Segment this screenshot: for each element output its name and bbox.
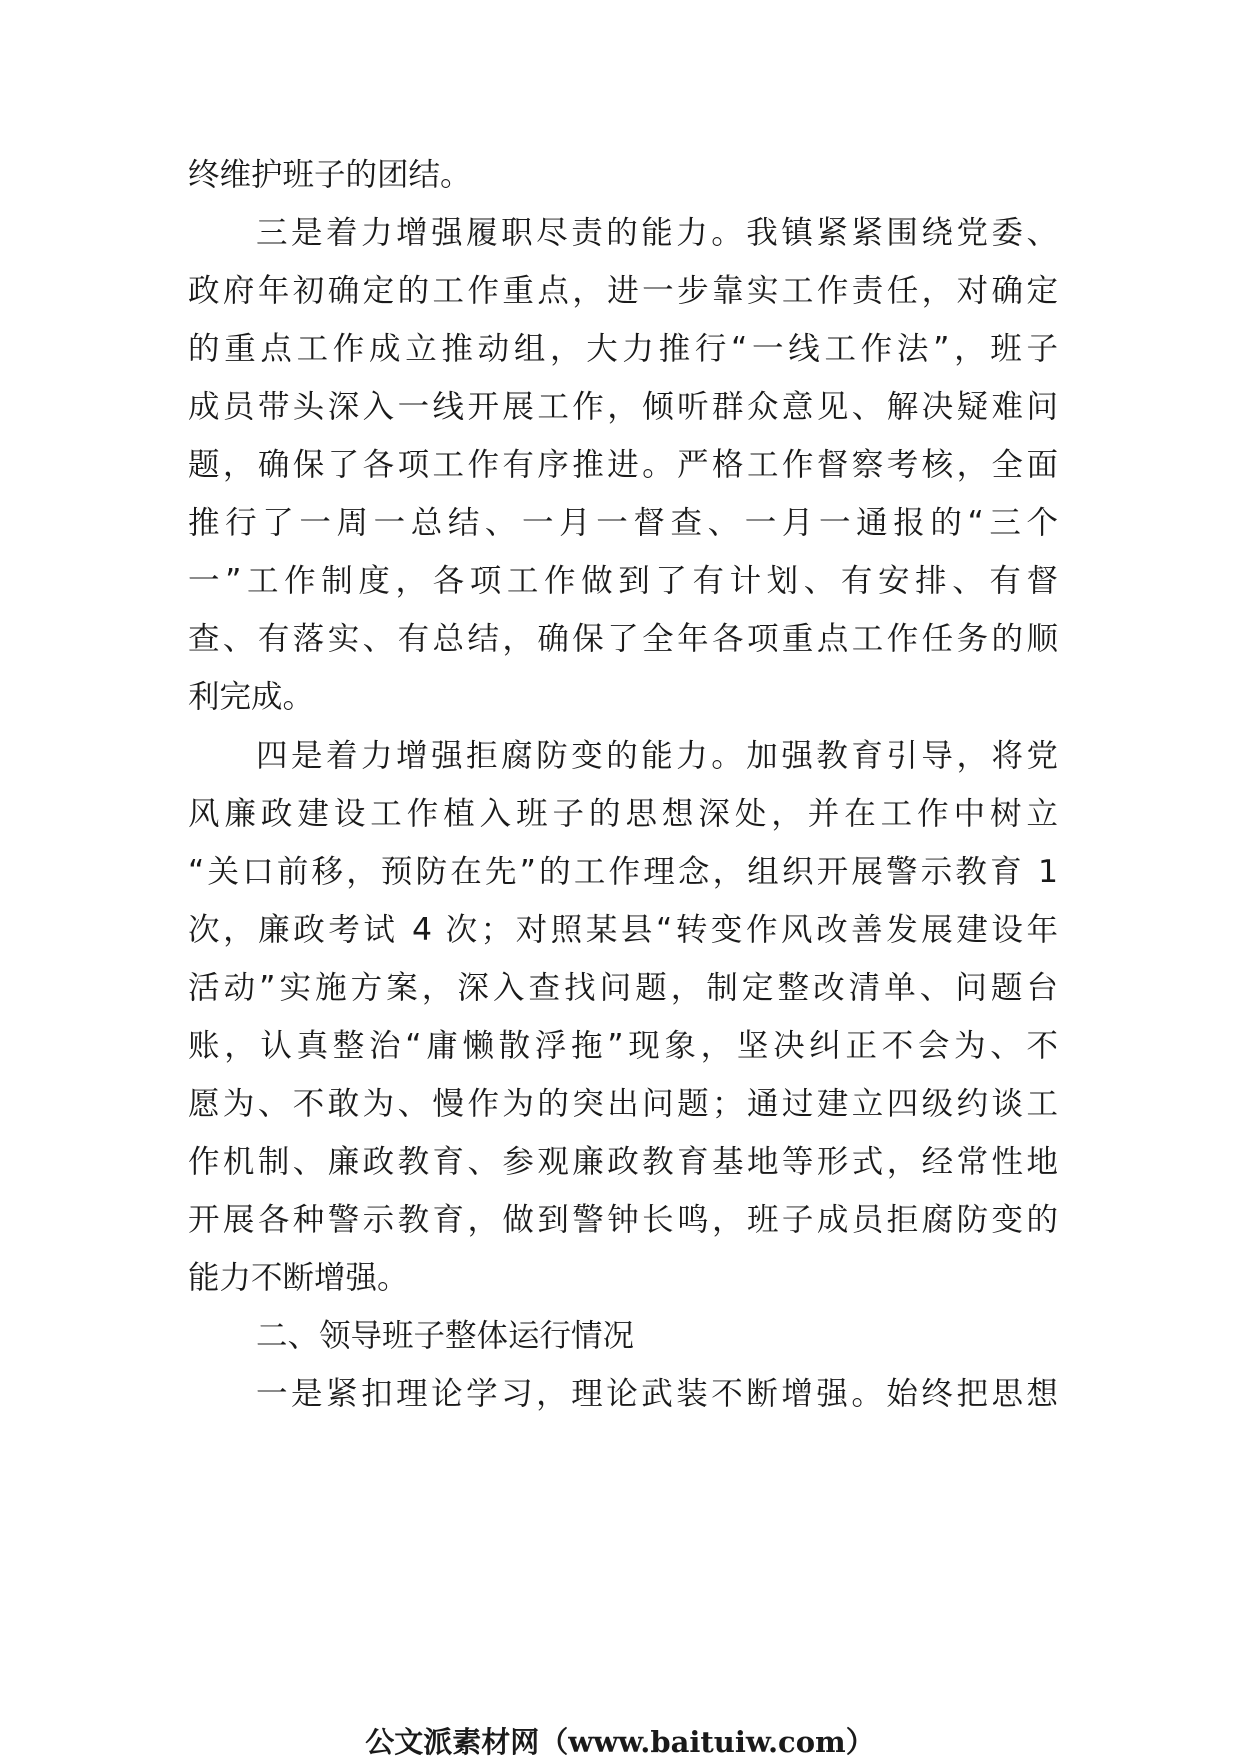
- paragraph-start-line: 三是着力增强履职尽责的能力。我镇紧紧围绕党委、: [256, 215, 1058, 251]
- text-line: 账，认真整治“庸懒散浮拖”现象，坚决纠正不会为、不: [188, 1028, 1058, 1064]
- footer-text: 公文派素材网（www.baituiw.com）: [365, 1725, 875, 1759]
- text-line: 推行了一周一总结、一月一督查、一月一通报的“三个: [188, 505, 1058, 541]
- text-line: 开展各种警示教育，做到警钟长鸣，班子成员拒腐防变的: [188, 1202, 1058, 1238]
- text-line: 题，确保了各项工作有序推进。严格工作督察考核，全面: [188, 447, 1058, 483]
- paragraph-start-line: 一是紧扣理论学习，理论武装不断增强。始终把思想: [256, 1376, 1058, 1412]
- text-line: 政府年初确定的工作重点，进一步靠实工作责任，对确定: [188, 273, 1058, 309]
- text-line: 利完成。: [188, 679, 315, 715]
- text-line: 风廉政建设工作植入班子的思想深处，并在工作中树立: [188, 796, 1058, 832]
- text-line: 的重点工作成立推动组，大力推行“一线工作法”，班子: [188, 331, 1058, 367]
- text-line: 次，廉政考试 4 次；对照某县“转变作风改善发展建设年: [188, 912, 1058, 948]
- text-line: 查、有落实、有总结，确保了全年各项重点工作任务的顺: [188, 621, 1058, 657]
- text-line: 终维护班子的团结。: [188, 157, 472, 193]
- text-line: 成员带头深入一线开展工作，倾听群众意见、解决疑难问: [188, 389, 1058, 425]
- text-line: 作机制、廉政教育、参观廉政教育基地等形式，经常性地: [188, 1144, 1058, 1180]
- text-line: 一”工作制度，各项工作做到了有计划、有安排、有督: [188, 563, 1058, 599]
- text-line: 愿为、不敢为、慢作为的突出问题；通过建立四级约谈工: [188, 1086, 1058, 1122]
- text-line: 能力不断增强。: [188, 1260, 409, 1296]
- paragraph-start-line: 四是着力增强拒腐防变的能力。加强教育引导，将党: [256, 738, 1058, 774]
- section-heading: 二、领导班子整体运行情况: [256, 1318, 635, 1354]
- text-line: 活动”实施方案，深入查找问题，制定整改清单、问题台: [188, 970, 1058, 1006]
- text-line: “关口前移，预防在先”的工作理念，组织开展警示教育 1: [188, 854, 1058, 890]
- footer-watermark: [0, 1720, 1240, 1764]
